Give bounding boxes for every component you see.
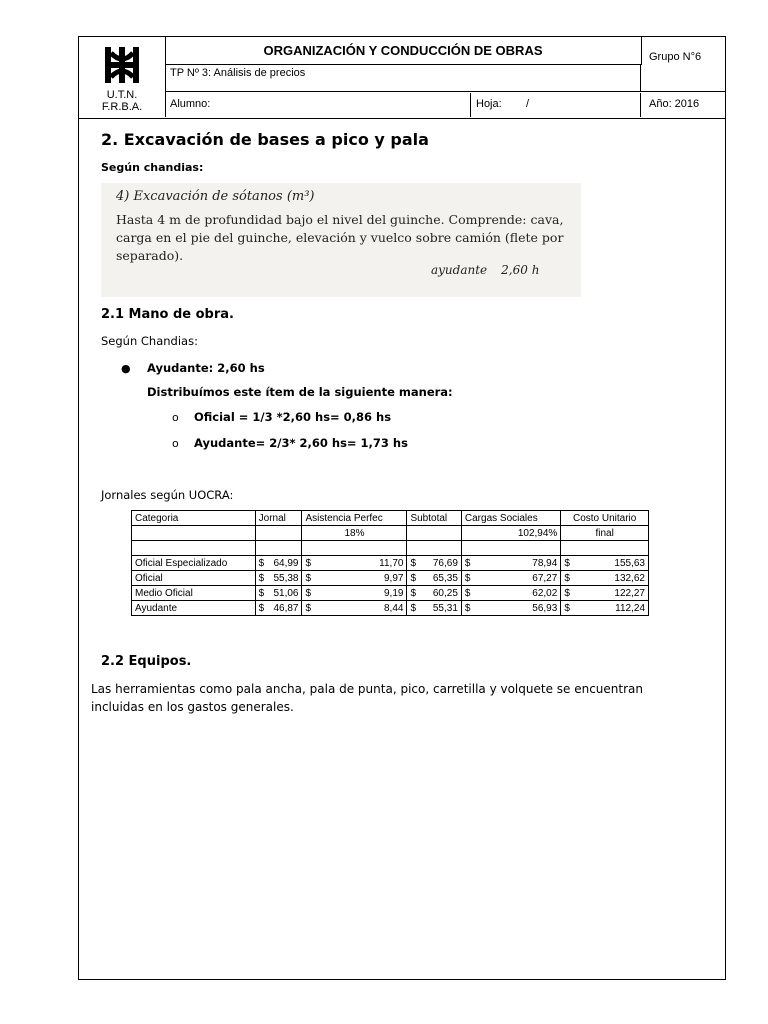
sheet-field xyxy=(471,93,641,117)
currency-symbol: $ xyxy=(410,587,417,599)
table-header-cell: 102,94% xyxy=(461,526,560,541)
page-frame xyxy=(78,36,726,980)
amount-value: 55,38 xyxy=(273,572,299,584)
table-cell-amount xyxy=(255,586,302,601)
table-row xyxy=(132,571,649,586)
table-cell-amount xyxy=(407,556,461,571)
utn-logo-icon xyxy=(101,45,143,85)
logo-text-line2: F.R.B.A. xyxy=(101,101,143,113)
table-cell-amount xyxy=(461,601,560,616)
currency-symbol: $ xyxy=(258,557,265,569)
amount-value: 11,70 xyxy=(379,557,404,569)
scan-role: ayudante xyxy=(431,263,488,277)
table-header-cell: Categoria xyxy=(132,511,256,526)
table-cell-amount xyxy=(302,571,407,586)
amount-value: 76,69 xyxy=(432,557,458,569)
section-heading: 2. Excavación de bases a pico y pala xyxy=(101,130,429,149)
currency-symbol: $ xyxy=(258,572,265,584)
table-header-cell xyxy=(255,526,302,541)
table-header-cell xyxy=(407,526,461,541)
table-header-cell: Jornal xyxy=(255,511,302,526)
table-cell-amount xyxy=(461,556,560,571)
uocra-label: Jornales según UOCRA: xyxy=(101,488,234,502)
amount-value: 62,02 xyxy=(532,587,558,599)
currency-symbol: $ xyxy=(564,587,570,599)
scan-hours: 2,60 h xyxy=(501,263,540,277)
scan-item-title: 4) Excavación de sótanos (m³) xyxy=(116,189,315,204)
amount-value: 78,94 xyxy=(532,557,558,569)
table-cell-amount xyxy=(561,571,649,586)
table-cell-amount xyxy=(255,601,302,616)
circle-bullet-icon: o xyxy=(172,437,179,450)
amount-value: 9,97 xyxy=(383,572,404,584)
table-cell-amount xyxy=(561,586,649,601)
table-cell-amount xyxy=(255,556,302,571)
table-header-cell: 18% xyxy=(302,526,407,541)
amount-value: 112,24 xyxy=(615,602,645,614)
labor-helper-hours: Ayudante: 2,60 hs xyxy=(147,361,265,375)
table-header-row xyxy=(132,526,649,541)
table-cell-amount xyxy=(302,601,407,616)
table-cell-amount xyxy=(407,586,461,601)
table-cell-amount xyxy=(407,571,461,586)
amount-value: 132,62 xyxy=(614,572,645,584)
scan-labor xyxy=(431,263,539,277)
labor-distribution: Distribuímos este ítem de la siguiente manera: xyxy=(147,385,453,399)
table-cell-category: Oficial Especializado xyxy=(132,556,256,571)
table-header-cell: Cargas Sociales xyxy=(461,511,560,526)
table-row xyxy=(132,556,649,571)
currency-symbol: $ xyxy=(305,587,312,599)
table-cell-category: Medio Oficial xyxy=(132,586,256,601)
table-row xyxy=(132,601,649,616)
currency-symbol: $ xyxy=(564,557,570,569)
table-cell-amount xyxy=(255,571,302,586)
table-header-row xyxy=(132,511,649,526)
currency-symbol: $ xyxy=(410,557,417,569)
bullet-icon: ● xyxy=(121,362,131,375)
currency-symbol: $ xyxy=(305,602,312,614)
amount-value: 55,31 xyxy=(432,602,458,614)
currency-symbol: $ xyxy=(258,587,265,599)
sheet-separator: / xyxy=(526,98,530,110)
logo-text-line1: U.T.N. xyxy=(106,89,138,101)
uocra-wage-table xyxy=(131,510,649,616)
currency-symbol: $ xyxy=(564,572,570,584)
table-header-cell: Asistencia Perfec xyxy=(302,511,407,526)
labor-heading: 2.1 Mano de obra. xyxy=(101,307,234,322)
table-cell-category: Ayudante xyxy=(132,601,256,616)
amount-value: 46,87 xyxy=(273,602,299,614)
tp-title: TP Nº 3: Análisis de precios xyxy=(165,64,641,92)
table-cell-category: Oficial xyxy=(132,571,256,586)
amount-value: 122,27 xyxy=(614,587,645,599)
amount-value: 65,35 xyxy=(432,572,458,584)
student-field: Alumno: xyxy=(165,93,471,117)
group-number: Grupo N°6 xyxy=(641,37,725,92)
year-field: Año: 2016 xyxy=(649,98,700,110)
labor-helper-split: Ayudante= 2/3* 2,60 hs= 1,73 hs xyxy=(194,436,408,450)
table-cell-amount xyxy=(302,556,407,571)
currency-symbol: $ xyxy=(258,602,265,614)
table-cell-amount xyxy=(461,571,560,586)
table-cell-amount xyxy=(407,601,461,616)
table-cell-amount xyxy=(302,586,407,601)
currency-symbol: $ xyxy=(564,602,570,614)
amount-value: 9,19 xyxy=(383,587,404,599)
table-header-cell xyxy=(132,526,256,541)
amount-value: 51,06 xyxy=(273,587,299,599)
currency-symbol: $ xyxy=(305,557,312,569)
amount-value: 60,25 xyxy=(432,587,458,599)
logo-cell xyxy=(79,37,166,117)
scanned-excerpt xyxy=(101,183,581,297)
currency-symbol: $ xyxy=(305,572,312,584)
amount-value: 67,27 xyxy=(532,572,558,584)
sheet-label: Hoja: xyxy=(476,98,502,110)
amount-value: 64,99 xyxy=(273,557,299,569)
table-row xyxy=(132,586,649,601)
currency-symbol: $ xyxy=(464,557,471,569)
table-header-cell: final xyxy=(561,526,649,541)
course-title: ORGANIZACIÓN Y CONDUCCIÓN DE OBRAS xyxy=(165,37,642,65)
section-source: Según chandias: xyxy=(101,161,204,174)
table-spacer-row xyxy=(132,541,649,556)
table-cell-amount xyxy=(461,586,560,601)
labor-official-split: Oficial = 1/3 *2,60 hs= 0,86 hs xyxy=(194,410,392,424)
document-header xyxy=(79,37,725,119)
amount-value: 155,63 xyxy=(614,557,645,569)
table-header-cell: Costo Unitario xyxy=(561,511,649,526)
table-cell-amount xyxy=(561,556,649,571)
currency-symbol: $ xyxy=(464,587,471,599)
currency-symbol: $ xyxy=(464,572,471,584)
table-cell-amount xyxy=(561,601,649,616)
amount-value: 56,93 xyxy=(532,602,558,614)
equipment-text: Las herramientas como pala ancha, pala de punta, pico, carretilla y volquete se encuentran incluidas en los gastos generales. xyxy=(91,682,643,714)
scan-item-description: Hasta 4 m de profundidad bajo el nivel del guinche. Comprende: cava, carga en el pie del guinche, elevación y vuelco sobre camión (flete por separado). xyxy=(116,212,564,263)
equipment-heading: 2.2 Equipos. xyxy=(101,654,192,669)
circle-bullet-icon: o xyxy=(172,411,179,424)
currency-symbol: $ xyxy=(410,602,417,614)
table-header-cell: Subtotal xyxy=(407,511,461,526)
labor-source: Según Chandias: xyxy=(101,334,198,348)
amount-value: 8,44 xyxy=(383,602,404,614)
currency-symbol: $ xyxy=(464,602,471,614)
currency-symbol: $ xyxy=(410,572,417,584)
